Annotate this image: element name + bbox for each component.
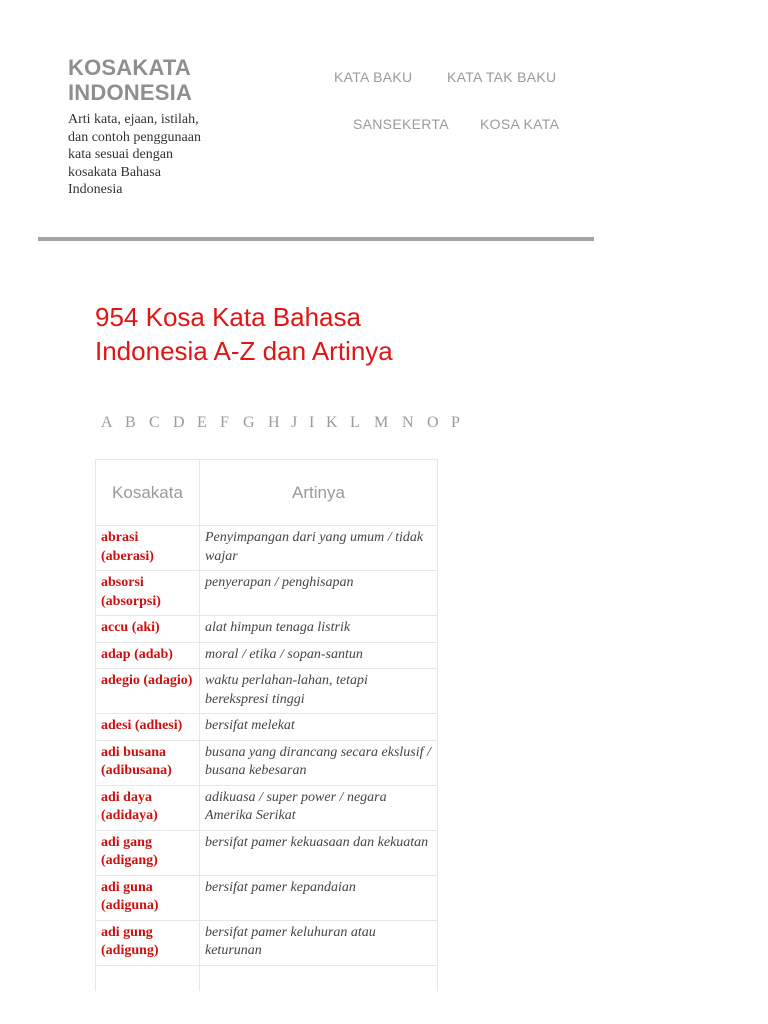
table-row xyxy=(96,714,438,741)
meaning-cell: bersifat pamer keluhuran atau keturunan xyxy=(200,920,438,965)
word-cell xyxy=(96,965,200,991)
alpha-link-c[interactable]: C xyxy=(149,414,160,431)
meaning-cell: adikuasa / super power / negara Amerika Serikat xyxy=(200,785,438,830)
word-cell: absorsi (absorpsi) xyxy=(96,571,200,616)
meaning-cell: busana yang dirancang secara ekslusif / busana kebesaran xyxy=(200,740,438,785)
alpha-link-k[interactable]: K xyxy=(326,414,338,431)
site-title[interactable]: KOSAKATA INDONESIA xyxy=(68,55,193,105)
word-cell: adap (adab) xyxy=(96,642,200,669)
alpha-link-o[interactable]: O xyxy=(427,414,439,431)
table-header-row xyxy=(96,460,438,526)
table-row xyxy=(96,642,438,669)
meaning-cell: bersifat pamer kekuasaan dan kekuatan xyxy=(200,830,438,875)
nav-sansekerta[interactable]: SANSEKERTA xyxy=(353,116,449,132)
meaning-cell: penyerapan / penghisapan xyxy=(200,571,438,616)
table-row xyxy=(96,875,438,920)
word-cell: adi gang (adigang) xyxy=(96,830,200,875)
table-row xyxy=(96,571,438,616)
word-cell: abrasi (aberasi) xyxy=(96,526,200,571)
alpha-link-i[interactable]: I xyxy=(309,414,315,431)
alpha-link-f[interactable]: F xyxy=(220,414,229,431)
alpha-link-j[interactable]: J xyxy=(291,414,298,431)
table-row xyxy=(96,669,438,714)
alpha-link-e[interactable]: E xyxy=(197,414,207,431)
meaning-cell: moral / etika / sopan-santun xyxy=(200,642,438,669)
meaning-cell: waktu perlahan-lahan, tetapi berekspresi tinggi xyxy=(200,669,438,714)
table-row xyxy=(96,830,438,875)
meaning-cell: Penyimpangan dari yang umum / tidak wajar xyxy=(200,526,438,571)
table-row xyxy=(96,965,438,991)
meaning-cell xyxy=(200,965,438,991)
table-row xyxy=(96,785,438,830)
column-header-kosakata: Kosakata xyxy=(96,460,200,526)
word-cell: adesi (adhesi) xyxy=(96,714,200,741)
site-description: Arti kata, ejaan, istilah, dan contoh penggunaan kata sesuai dengan kosakata Bahasa Indonesia xyxy=(68,112,201,197)
table-row xyxy=(96,526,438,571)
column-header-artinya: Artinya xyxy=(200,460,438,526)
nav-kosa-kata[interactable]: KOSA KATA xyxy=(480,116,560,132)
table-row xyxy=(96,740,438,785)
table-row xyxy=(96,920,438,965)
table-row xyxy=(96,616,438,643)
alpha-link-l[interactable]: L xyxy=(350,414,360,431)
alphabet-nav xyxy=(101,414,465,432)
alpha-link-b[interactable]: B xyxy=(125,414,136,431)
meaning-cell: bersifat pamer kepandaian xyxy=(200,875,438,920)
word-cell: adi busana (adibusana) xyxy=(96,740,200,785)
alpha-link-m[interactable]: M xyxy=(374,414,389,431)
meaning-cell: bersifat melekat xyxy=(200,714,438,741)
article-title: 954 Kosa Kata Bahasa Indonesia A-Z dan Artinya xyxy=(95,302,393,366)
alpha-link-h[interactable]: H xyxy=(268,414,280,431)
alpha-link-n[interactable]: N xyxy=(402,414,414,431)
word-cell: adi guna (adiguna) xyxy=(96,875,200,920)
meaning-cell: alat himpun tenaga listrik xyxy=(200,616,438,643)
word-cell: adegio (adagio) xyxy=(96,669,200,714)
word-cell: adi daya (adidaya) xyxy=(96,785,200,830)
alpha-link-a[interactable]: A xyxy=(101,414,113,431)
alpha-link-p[interactable]: P xyxy=(451,414,460,431)
nav-kata-tak-baku[interactable]: KATA TAK BAKU xyxy=(447,69,557,85)
word-cell: adi gung (adigung) xyxy=(96,920,200,965)
nav-kata-baku[interactable]: KATA BAKU xyxy=(334,69,413,85)
vocabulary-table xyxy=(95,459,438,991)
alpha-link-d[interactable]: D xyxy=(173,414,185,431)
word-cell: accu (aki) xyxy=(96,616,200,643)
alpha-link-g[interactable]: G xyxy=(243,414,255,431)
